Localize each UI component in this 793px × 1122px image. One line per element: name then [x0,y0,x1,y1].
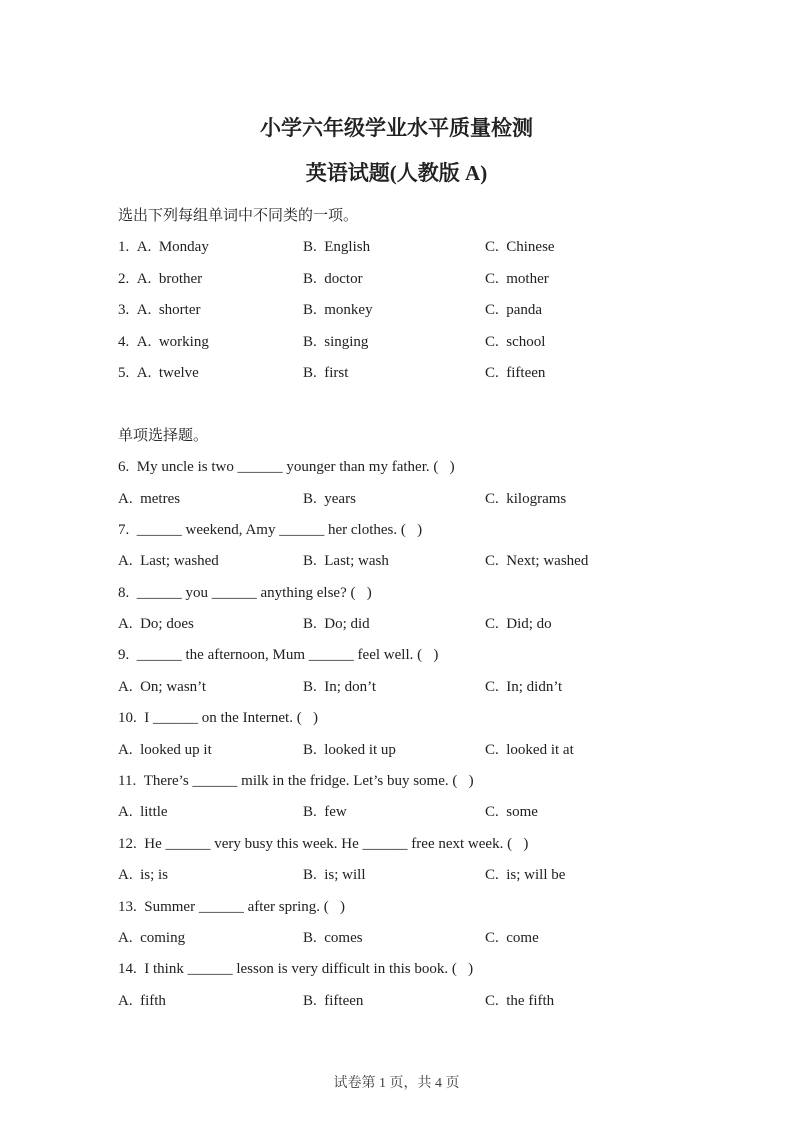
options-row [118,264,703,295]
question-area [118,201,703,1017]
option-cell: B. first [303,364,349,381]
option-cell: B. English [303,239,371,256]
options-row [118,609,703,640]
options-row [118,923,703,954]
options-row [118,672,703,703]
option-cell: B. Last; wash [303,553,389,570]
section-gap [118,389,703,420]
option-cell: B. monkey [303,302,373,319]
option-cell: 5. A. twelve [118,364,199,381]
option-cell: A. On; wasn’t [118,678,207,695]
option-cell: B. singing [303,333,369,350]
option-cell: C. panda [485,302,543,319]
option-cell: A. Do; does [118,616,194,633]
question-stem: 11. There’s ______ milk in the fridge. Let’s buy some. ( ) [118,773,474,790]
options-row [118,797,703,828]
question-stem: 12. He ______ very busy this week. He ______ free next week. ( ) [118,835,529,852]
option-cell: C. school [485,333,546,350]
option-cell: C. Did; do [485,616,552,633]
option-cell: A. is; is [118,867,169,884]
option-cell: C. the fifth [485,992,555,1009]
option-cell: C. In; didn’t [485,678,563,695]
option-cell: B. doctor [303,270,363,287]
option-cell: A. looked up it [118,741,212,758]
options-row [118,546,703,577]
option-cell: C. looked it at [485,741,574,758]
option-cell: B. looked it up [303,741,396,758]
option-cell: C. Chinese [485,239,555,256]
section-instruction: 选出下列每组单词中不同类的一项。 [118,208,359,224]
question-stem: 8. ______ you ______ anything else? ( ) [118,584,372,601]
option-cell: A. little [118,804,168,821]
option-cell: C. mother [485,270,549,287]
option-cell: A. coming [118,929,186,946]
question-stem: 9. ______ the afternoon, Mum ______ feel well. ( ) [118,647,439,664]
page-footer: 试卷第 1 页，共 4 页 [333,1076,460,1091]
option-cell: C. kilograms [485,490,567,507]
exam-header [0,0,793,190]
options-row [118,735,703,766]
option-cell: C. some [485,804,538,821]
options-row [118,295,703,326]
option-cell: B. comes [303,929,363,946]
option-cell: C. Next; washed [485,553,589,570]
options-row [118,484,703,515]
option-cell: A. fifth [118,992,166,1009]
option-cell: B. years [303,490,356,507]
option-cell: B. few [303,804,347,821]
option-cell: C. come [485,929,539,946]
exam-title: 小学六年级学业水平质量检测 [260,116,533,140]
options-row [118,860,703,891]
option-cell: A. metres [118,490,181,507]
options-row [118,327,703,358]
option-cell: 2. A. brother [118,270,203,287]
option-cell: 3. A. shorter [118,302,201,319]
option-cell: B. fifteen [303,992,364,1009]
options-row [118,358,703,389]
options-row [118,232,703,263]
question-stem: 7. ______ weekend, Amy ______ her clothes. ( ) [118,521,423,538]
question-stem: 10. I ______ on the Internet. ( ) [118,710,318,727]
options-row [118,986,703,1017]
option-cell: A. Last; washed [118,553,219,570]
exam-subtitle: 英语试题(人教版 A) [305,161,488,185]
option-cell: 1. A. Monday [118,239,209,256]
question-stem: 6. My uncle is two ______ younger than my father. ( ) [118,459,455,476]
section-instruction: 单项选择题。 [118,427,209,444]
option-cell: B. Do; did [303,616,370,633]
option-cell: C. fifteen [485,364,546,381]
question-stem: 14. I think ______ lesson is very difficult in this book. ( ) [118,961,474,978]
option-cell: B. In; don’t [303,678,377,695]
question-stem: 13. Summer ______ after spring. ( ) [118,898,346,915]
option-cell: C. is; will be [485,867,566,884]
option-cell: B. is; will [303,867,366,884]
option-cell: 4. A. working [118,333,209,350]
